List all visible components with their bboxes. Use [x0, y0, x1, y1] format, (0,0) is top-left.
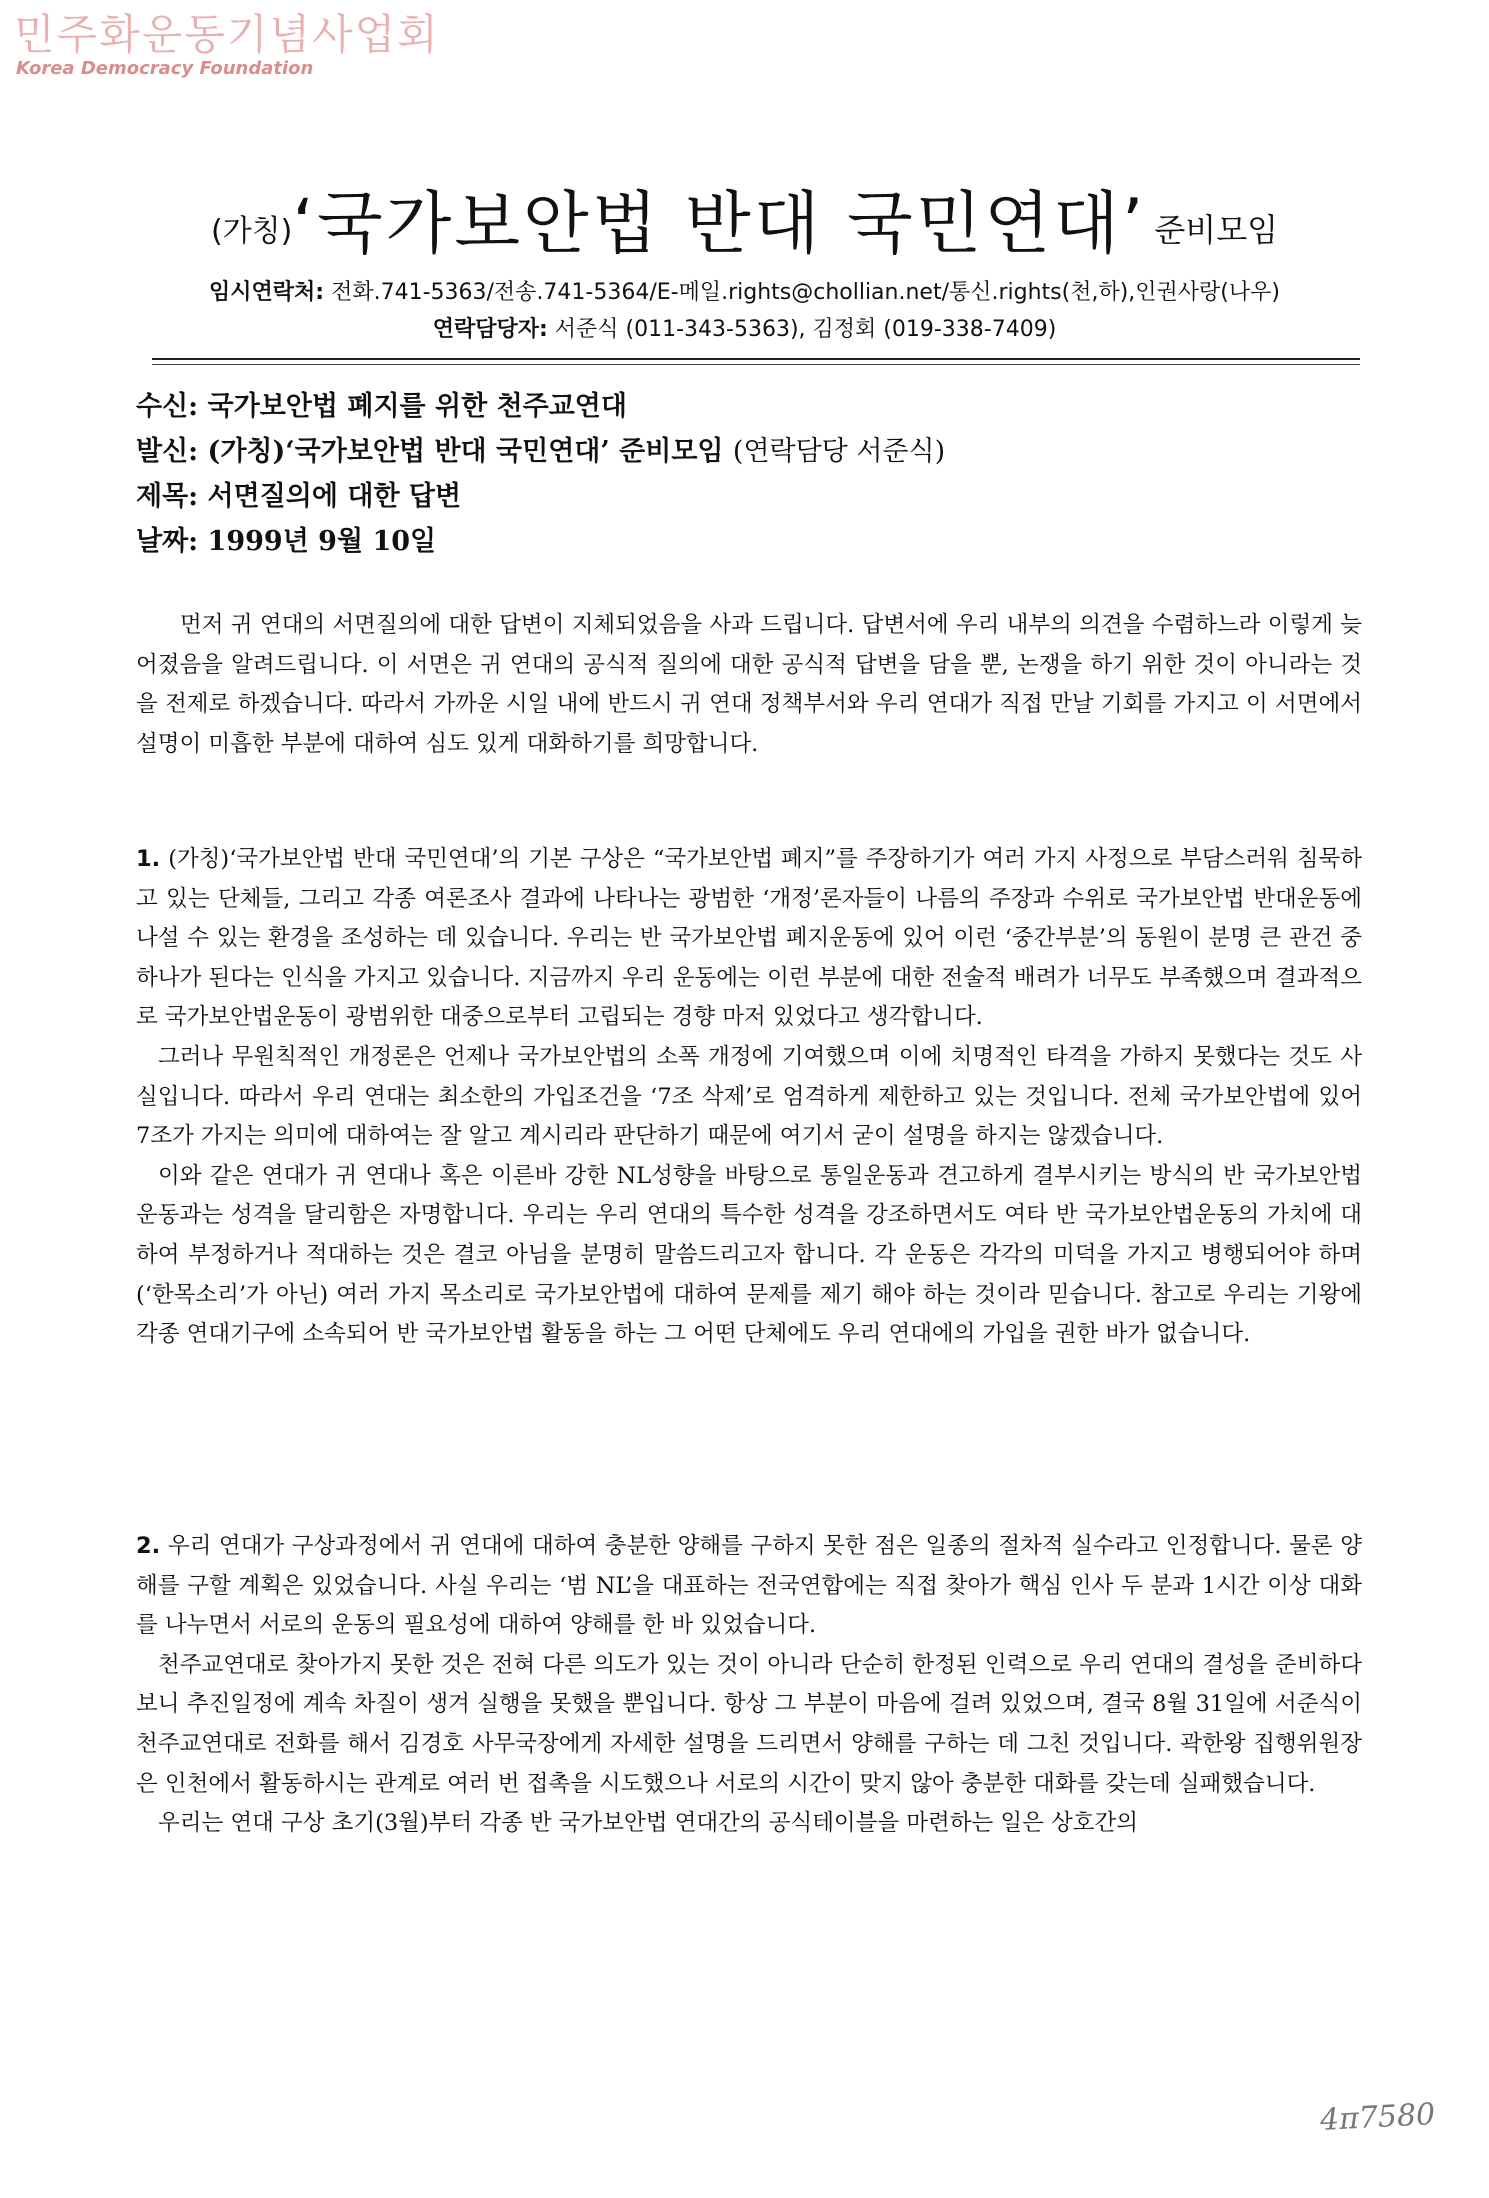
- meta-from-value: (가칭)‘국가보안법 반대 국민연대’ 준비모임: [207, 436, 724, 467]
- title-main: ‘국가보안법 반대 국민연대’: [292, 185, 1147, 264]
- foundation-watermark: [14, 12, 440, 79]
- contact-label: 임시연락처:: [209, 280, 325, 305]
- intro-paragraph-block: [136, 606, 1362, 764]
- title-prefix: (가칭): [210, 214, 293, 249]
- handwritten-archive-number: 4π7580: [1319, 2097, 1436, 2138]
- header-divider-thin: [152, 364, 1360, 365]
- header-divider: [152, 358, 1360, 360]
- meta-to-label: 수신:: [136, 391, 199, 422]
- section-1-paragraph-3: 이와 같은 연대가 귀 연대나 혹은 이른바 강한 NL성향을 바탕으로 통일운동과 견고하게 결부시키는 방식의 반 국가보안법운동과는 성격을 달리함은 자명합니다. 우리는 우리 연대의 특수한 성격을 강조하면서도 여타 반 국가보안법운동의 가치에 대하여 부정하거나 적대하는 것은 결코 아님을 분명히 말씀드리고자 합니다. 각 운동은 각각의 미덕을 가지고 병행되어야 하며 (‘한목소리’가 아닌) 여러 가지 목소리로 국가보안법에 대하여 문제를 제기 해야 하는 것이라 믿습니다. 참고로 우리는 기왕에 각종 연대기구에 소속되어 반 국가보안법 활동을 하는 그 어떤 단체에도 우리 연대에의 가입을 권한 바가 없습니다.: [136, 1162, 1362, 1348]
- watermark-english: Korea Democracy Foundation: [16, 58, 314, 79]
- section-1-paragraph-2: 그러나 무원칙적인 개정론은 언제나 국가보안법의 소폭 개정에 기여했으며 이에 치명적인 타격을 가하지 못했다는 것도 사실입니다. 따라서 우리 연대는 최소한의 가입조건을 ‘7조 삭제’로 엄격하게 제한하고 있는 것입니다. 전체 국가보안법에 있어 7조가 가지는 의미에 대하여는 잘 알고 계시리라 판단하기 때문에 여기서 굳이 설명을 하지는 않겠습니다.: [136, 1043, 1362, 1150]
- section-1-paragraph-1: [136, 840, 1362, 1038]
- meta-date-label: 날짜:: [136, 526, 199, 557]
- document-title: [0, 170, 1489, 267]
- meta-date: [136, 519, 1366, 564]
- meta-from-label: 발신:: [136, 436, 199, 467]
- intro-paragraph: 먼저 귀 연대의 서면질의에 대한 답변이 지체되었음을 사과 드립니다. 답변서에 우리 내부의 의견을 수렴하느라 이렇게 늦어졌음을 알려드립니다. 이 서면은 귀 연대의 공식적 질의에 대한 공식적 답변을 담을 뿐, 논쟁을 하기 위한 것이 아니라는 것을 전제로 하겠습니다. 따라서 가까운 시일 내에 반드시 귀 연대 정책부서와 우리 연대가 직접 만날 기회를 가지고 이 서면에서 설명이 미흡한 부분에 대하여 심도 있게 대화하기를 희망합니다.: [136, 612, 1362, 757]
- contact-text: 전화.741-5363/전송.741-5364/E-메일.rights@chollian.net/통신.rights(천,하),인권사랑(나우): [331, 280, 1280, 305]
- section-2: [136, 1527, 1362, 1844]
- meta-from-note: (연락담당 서준식): [732, 436, 946, 467]
- meta-to-value: 국가보안법 폐지를 위한 천주교연대: [207, 391, 627, 422]
- contact-person-label: 연락담당자:: [432, 317, 548, 342]
- memo-meta: [136, 384, 1366, 564]
- contact-person-text: 서준식 (011-343-5363), 김정회 (019-338-7409): [554, 317, 1057, 342]
- section-1-number: 1.: [136, 846, 161, 872]
- meta-date-value: 1999년 9월 10일: [207, 526, 437, 557]
- section-2-number: 2.: [136, 1533, 161, 1559]
- title-suffix: 준비모임: [1154, 211, 1279, 249]
- meta-to: [136, 384, 1366, 429]
- contact-person-line: [0, 312, 1489, 343]
- meta-subject-value: 서면질의에 대한 답변: [207, 481, 462, 512]
- section-2-text-1: 우리 연대가 구상과정에서 귀 연대에 대하여 충분한 양해를 구하지 못한 점은 일종의 절차적 실수라고 인정합니다. 물론 양해를 구할 계획은 있었습니다. 사실 우리는 ‘범 NL’을 대표하는 전국연합에는 직접 찾아가 핵심 인사 두 분과 1시간 이상 대화를 나누면서 서로의 운동의 필요성에 대하여 양해를 한 바 있었습니다.: [136, 1533, 1362, 1639]
- watermark-korean: 민주화운동기념사업회: [14, 10, 440, 59]
- meta-from: [136, 429, 1366, 474]
- section-1: [136, 840, 1362, 1355]
- section-2-paragraph-1: [136, 1527, 1362, 1646]
- section-2-paragraph-2: 천주교연대로 찾아가지 못한 것은 전혀 다른 의도가 있는 것이 아니라 단순히 한정된 인력으로 우리 연대의 결성을 준비하다 보니 추진일정에 계속 차질이 생겨 실행을 못했을 뿐입니다. 항상 그 부분이 마음에 걸려 있었으며, 결국 8월 31일에 서준식이 천주교연대로 전화를 해서 김경호 사무국장에게 자세한 설명을 드리면서 양해를 구하는 데 그친 것입니다. 곽한왕 집행위원장은 인천에서 활동하시는 관계로 여러 번 접촉을 시도했으나 서로의 시간이 맞지 않아 충분한 대화를 갖는데 실패했습니다.: [136, 1651, 1362, 1797]
- meta-subject-label: 제목:: [136, 481, 199, 512]
- contact-line: [0, 275, 1489, 306]
- section-2-paragraph-3: 우리는 연대 구상 초기(3월)부터 각종 반 국가보안법 연대간의 공식테이블을 마련하는 일은 상호간의: [158, 1810, 1138, 1837]
- meta-subject: [136, 474, 1366, 519]
- document-header: [0, 170, 1489, 267]
- section-1-text-1: (가칭)‘국가보안법 반대 국민연대’의 기본 구상은 “국가보안법 폐지”를 주장하기가 여러 가지 사정으로 부담스러워 침묵하고 있는 단체들, 그리고 각종 여론조사 결과에 나타나는 광범한 ‘개정’론자들이 나름의 주장과 수위로 국가보안법 반대운동에 나설 수 있는 환경을 조성하는 데 있습니다. 우리는 반 국가보안법 폐지운동에 있어 이런 ‘중간부분’의 동원이 분명 큰 관건 중 하나가 된다는 인식을 가지고 있습니다. 지금까지 우리 운동에는 이런 부분에 대한 전술적 배려가 너무도 부족했으며 결과적으로 국가보안법운동이 광범위한 대중으로부터 고립되는 경향 마저 있었다고 생각합니다.: [136, 846, 1362, 1031]
